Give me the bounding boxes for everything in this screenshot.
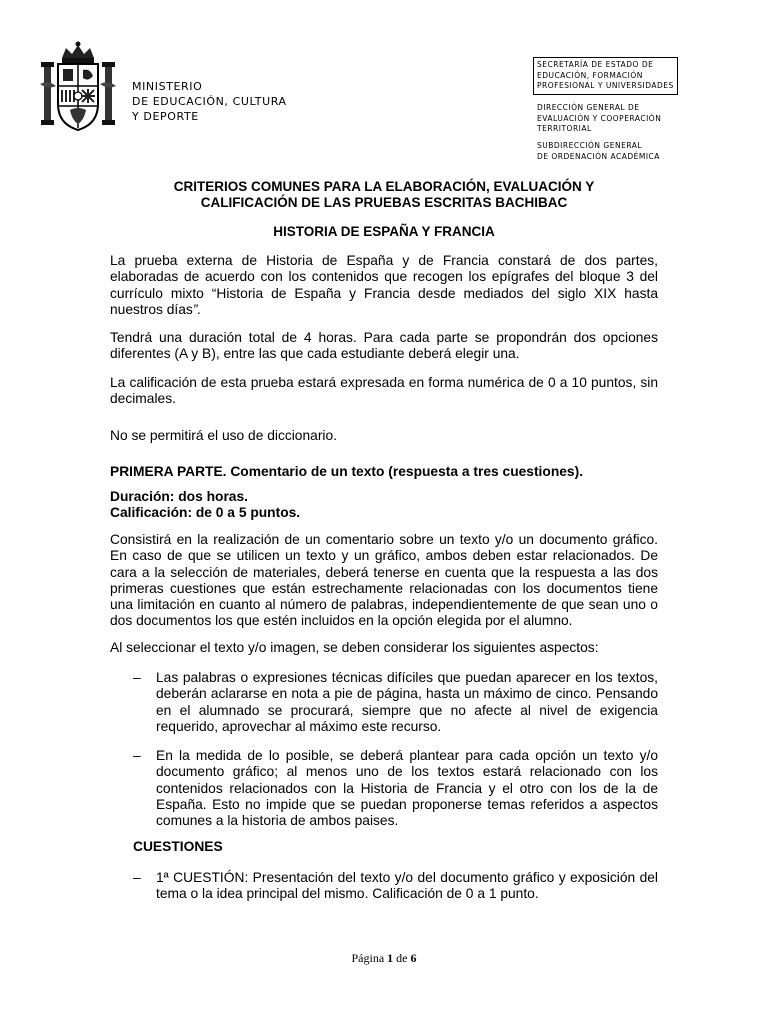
intro-closing-quote: ”. [192,301,202,317]
subdireccion-line: DE ORDENACIÓN ACADÉMICA [537,151,660,161]
dictionary-paragraph: No se permitirá el uso de diccionario. [110,428,337,443]
bullet-dash: – [133,870,141,885]
ministry-name [132,79,287,124]
page-footer [0,951,768,966]
secretaria-box [533,57,678,95]
part1-heading: PRIMERA PARTE. Comentario de un texto (respuesta a tres cuestiones). [110,464,584,479]
part1-grade: Calificación: de 0 a 5 puntos. [110,505,301,520]
of-label: de [396,951,408,965]
direccion-line: EVALUACIÓN Y COOPERACIÓN [537,113,662,123]
duration-paragraph: Tendrá una duración total de 4 horas. Para cada parte se propondrán dos opciones diferentes (A y B), entre las que cada estudiante deberá elegir una. [110,330,658,362]
intro-paragraph [110,253,658,318]
direccion-line: DIRECCIÓN GENERAL DE [537,103,640,112]
intro-text: La prueba externa de Historia de España y de Francia constará de dos partes, elaboradas de acuerdo con los contenidos que recogen los epígrafes del bloque 3 del currículo mixto “Historia de España y Francia desde mediados del siglo XIX hasta nuestros días [110,253,658,317]
secretaria-line: PROFESIONAL Y UNIVERSIDADES [537,81,674,90]
ministry-line: Y DEPORTE [132,110,199,123]
part1-duration: Duración: dos horas. [110,489,248,504]
subdireccion-general [537,141,660,162]
current-page: 1 [387,951,394,965]
coat-of-arms-icon [38,40,118,136]
bullet-item: En la medida de lo posible, se deberá plantear para cada opción un texto y/o documento gráfico; al menos uno de los textos estará relacionado con los contenidos relacionados con la Historia de Francia y el otro con los de la de España. Esto no impide que se puedan proponerse temas referidos a aspectos comunes a la historia de ambos paises. [156,748,658,829]
total-pages: 6 [410,951,417,965]
secretaria-line: SECRETARÍA DE ESTADO DE [537,60,654,69]
title-line: CALIFICACIÓN DE LAS PRUEBAS ESCRITAS BACHIBAC [200,195,568,210]
title-line: CRITERIOS COMUNES PARA LA ELABORACIÓN, EVALUACIÓN Y [173,179,595,194]
bullet-dash: – [133,748,141,763]
grading-paragraph: La calificación de esta prueba estará expresada en forma numérica de 0 a 10 puntos, sin decimales. [110,375,658,407]
ministry-line: MINISTERIO [132,80,203,93]
direccion-general [537,103,661,135]
secretaria-line: EDUCACIÓN, FORMACIÓN [537,70,643,80]
bullet-item: Las palabras o expresiones técnicas difíciles que puedan aparecer en los textos, deberán aclararse en nota a pie de página, hasta un máximo de cinco. Pensando en el alumnado se procurará, siempre que no afecte al nivel de exigencia requerido, aprovechar al máximo este recurso. [156,670,658,734]
direccion-line: TERRITORIAL [537,124,592,133]
page-label: Página [351,951,385,965]
subject-line: HISTORIA DE ESPAÑA Y FRANCIA [273,224,495,239]
questions-heading: CUESTIONES [133,839,223,854]
question-item: 1ª CUESTIÓN: Presentación del texto y/o del documento gráfico y exposición del tema o la idea principal del mismo. Calificación de 0 a 1 punto. [156,870,658,902]
part1-description: Consistirá en la realización de un comentario sobre un texto y/o un documento gráfico. En caso de que se utilicen un texto y un gráfico, ambos deben estar relacionados. De cara a la selección de materiales, deberá tenerse en cuenta que la respuesta a las dos primeras cuestiones que están estrechamente relacionadas con los documentos tiene una limitación en cuanto al número de palabras, independientemente de que sean uno o dos documentos los que estén incluidos en la opción elegida por el alumno. [110,532,658,629]
document-title [110,179,658,211]
aspects-intro: Al seleccionar el texto y/o imagen, se deben considerar los siguientes aspectos: [110,640,599,655]
ministry-line: DE EDUCACIÓN, CULTURA [132,95,287,108]
subject-title [110,224,658,240]
bullet-dash: – [133,670,141,685]
subdireccion-line: SUBDIRECCIÓN GENERAL [537,141,643,150]
